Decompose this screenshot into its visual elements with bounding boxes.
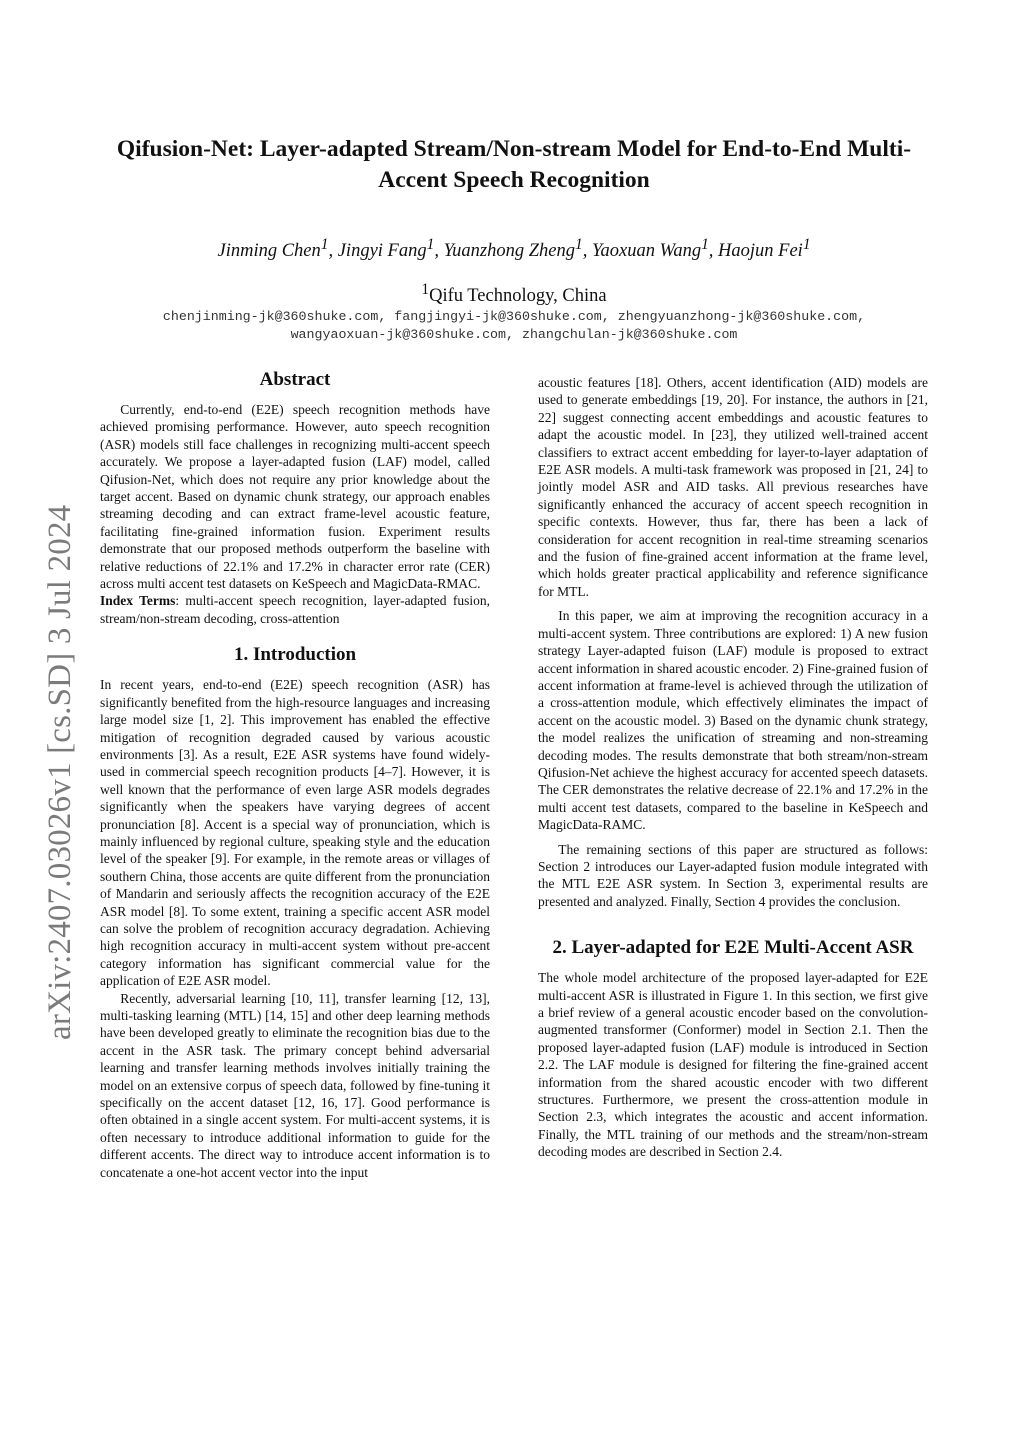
author-name: Yuanzhong Zheng (443, 241, 575, 262)
author-affil-mark: 1 (320, 236, 329, 253)
paragraph: Recently, adversarial learning [10, 11], transfer learning [12, 13], multi-tasking learning (MTL) [14, 15] and other deep learning methods have been developed greatly to eliminate the recognition bias due to the accent in the ASR task. The primary concept behind adversarial learning and transfer learning methods involves initially training the model on an extensive corpus of speech data, followed by fine-tuning it specifically on the accent dataset [12, 16, 17]. Good performance is often obtained in a single accent system. For multi-accent systems, it is often necessary to introduce additional information to guide for the different accents. The direct way to introduce accent information is to concatenate a one-hot accent vector into the input (100, 990, 490, 1180)
affiliation-mark: 1 (421, 281, 430, 298)
paragraph: The remaining sections of this paper are structured as follows: Section 2 introduces our Layer-adapted fusion module integrated with the MTL E2E ASR system. In Section 3, experimental results are presented and analyzed. Finally, Section 4 provides the conclusion. (538, 841, 928, 909)
paper-title: Qifusion-Net: Layer-adapted Stream/Non-stream Model for End-to-End Multi-Accent Speech Recognition (116, 136, 912, 193)
paragraph: acoustic features [18]. Others, accent identification (AID) models are used to generate embeddings [19, 20]. For instance, the authors in [21, 22] suggest connecting accent embeddings and acoustic features to adapt the acoustic model. In [23], they utilized well-trained accent classifiers to extract accent embedding for layer-to-layer adaptation of E2E ASR models. A multi-task framework was proposed in [21, 24] to jointly model ASR and AID tasks. All previous researches have significantly enhanced the accuracy of accent speech recognition in specific contexts. However, thus far, there has been a lack of consideration for accent recognition in real-time streaming scenarios and the fusion of fine-grained accent information at the frame level, which holds greater practical applicability and reference significance for MTL. (538, 375, 928, 599)
author-list: Jinming Chen$^1$, Jingyi Fang$^1$, Yuanzhong Zheng$^1$, Yaoxuan Wang$^1$, Haojun Fei$^1$ (217, 236, 811, 262)
author-name: Jingyi Fang (337, 241, 427, 262)
section-2-heading: 2. Layer-adapted for E2E Multi-Accent ASR (552, 937, 914, 959)
paragraph: The whole model architecture of the proposed layer-adapted for E2E multi-accent ASR is illustrated in Figure 1. In this section, we first give a brief review of a general acoustic encoder based on the convolution-augmented transformer (Conformer) model in Section 2.1. Then the proposed layer-adapted fusion (LAF) module is introduced in Section 2.2. The LAF module is designed for filtering the fine-grained accent information from the shared acoustic encoder with two different structures. Furthermore, we present the cross-attention module in Section 2.3, which integrates the acoustic and accent information. Finally, the MTL training of our methods and the stream/non-stream decoding modes are described in Section 2.4. (538, 970, 928, 1160)
abstract-text: Currently, end-to-end (E2E) speech recognition methods have achieved promising performance. However, auto speech recognition (ASR) models still face challenges in recognizing multi-accent speech accurately. We propose a layer-adapted fusion (LAF) model, called Qifusion-Net, which does not require any prior knowledge about the target accent. Based on dynamic chunk strategy, our approach enables streaming decoding and can extract frame-level acoustic feature, facilitating fine-grained information fusion. Experiment results demonstrate that our proposed methods outperform the baseline with relative reductions of 22.1% and 17.2% in character error rate (CER) across multi accent test datasets on KeSpeech and MagicData-RMAC. (100, 402, 490, 592)
index-terms-label: Index Terms (100, 593, 176, 609)
email-line: chenjinming-jk@360shuke.com, fangjingyi-jk@360shuke.com, zhengyuanzhong-jk@360shuke.com, (162, 309, 866, 324)
left-column (100, 368, 490, 1181)
author-name: Jinming Chen (217, 241, 321, 262)
index-terms (100, 592, 490, 627)
author-affil-mark: 1 (574, 236, 583, 253)
paragraph: In recent years, end-to-end (E2E) speech recognition (ASR) has significantly benefited from the high-resource languages and increasing large model size [1, 2]. This improvement has enabled the effective mitigation of recognition degraded caused by various acoustic environments [3]. As a result, E2E ASR systems have found widely-used in commercial speech recognition products [4–7]. However, it is well known that the performance of even large ASR models degrades significantly when the speakers have varying degrees of accent pronunciation [8]. Accent is a special way of pronunciation, which is mainly influenced by regional culture, speaking style and the education level of the speaker [9]. For example, in the remote areas or villages of southern China, those accents are quite different from the pronunciation of Mandarin and seriously affects the recognition accuracy of the E2E ASR model [8]. To some extent, training a specific accent ASR model can solve the problem of recognition accuracy degradation. Achieving high recognition accuracy in multi-accent system without pre-accent category information has significant commercial value for the application of E2E ASR model. (100, 677, 490, 989)
abstract-heading: Abstract (259, 369, 331, 390)
affiliation (100, 281, 928, 307)
right-column (538, 374, 928, 1161)
affiliation-name: Qifu Technology, China (429, 286, 607, 307)
author-affil-mark: 1 (802, 236, 811, 253)
arxiv-identifier: arXiv:2407.03026v1 [cs.SD] 3 Jul 2024 (42, 504, 78, 1040)
author-name: Yaoxuan Wang (591, 241, 702, 262)
author-emails (90, 308, 938, 344)
email-line: wangyaoxuan-jk@360shuke.com, zhangchulan-jk@360shuke.com (290, 327, 738, 342)
author-name: Haojun Fei (718, 241, 803, 262)
section-1-heading: 1. Introduction (233, 644, 357, 666)
index-terms-text: : multi-accent speech recognition, layer-adapted fusion, stream/non-stream decoding, cross-attention (100, 593, 490, 626)
paragraph: In this paper, we aim at improving the recognition accuracy in a multi-accent system. Three contributions are explored: 1) A new fusion strategy Layer-adapted fuison (LAF) module is proposed to extract accent information in shared acoustic encoder. 2) Fine-grained fusion of accent information at frame-level is achieved through the utilization of a cross-attention module, which effectively eliminates the impact of accent on the acoustic model. 3) Based on the dynamic chunk strategy, the model realizes the unification of streaming and non-streaming decoding modes. The results demonstrate that both stream/non-stream Qifusion-Net achieve the highest accuracy for accented speech datasets. The CER demonstrates the relative decrease of 22.1% and 17.2% in the multi accent test datasets, compared to the baseline in KeSpeech and MagicData-RAMC. (538, 608, 928, 833)
author-affil-mark: 1 (426, 236, 435, 253)
author-affil-mark: 1 (701, 236, 709, 253)
